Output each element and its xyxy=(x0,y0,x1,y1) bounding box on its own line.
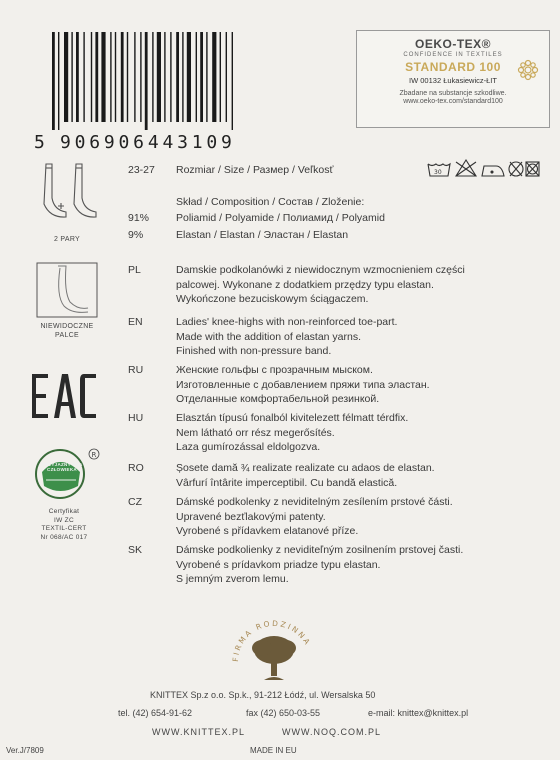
language-code: CZ xyxy=(128,496,142,508)
description-line: Laza gumírozással eldolgozva. xyxy=(176,441,321,453)
family-company-tree-logo xyxy=(228,604,320,690)
description-line: Отделанные комфортабельной резинкой. xyxy=(176,393,380,405)
oeko-standard: STANDARD 100 xyxy=(405,60,501,74)
family-company-text: FIRMA RODZINNA xyxy=(230,618,313,663)
description-line: Made with the addition of elastan yarns. xyxy=(176,330,362,343)
language-code: EN xyxy=(128,316,143,328)
website-knittex: WWW.KNITTEX.PL xyxy=(152,727,246,737)
phone-number: tel. (42) 654-91-62 xyxy=(118,708,193,718)
description-line: S jemným zverom lemu. xyxy=(176,573,289,585)
no-dry-clean-icon xyxy=(509,162,523,176)
description-line: Vârfurí întârite imperceptibil. Cu bandă elastică. xyxy=(176,476,398,489)
email-address: e-mail: knittex@knittex.pl xyxy=(368,708,469,718)
oeko-tagline: CONFIDENCE IN TEXTILES xyxy=(403,52,503,58)
description-line: Изготовленные с добавлением пряжи типа эластан. xyxy=(176,378,430,391)
oeko-tested-text: Zbadane na substancje szkodliwe. xyxy=(399,90,507,97)
invisible-toe-caption xyxy=(28,322,106,340)
composition-material: Elastan / Elastan / Эластан / Elastan xyxy=(176,229,349,241)
description-line: Ladies' knee-highs with non-reinforced toe-part. xyxy=(176,316,398,328)
description-line: Dámské podkolenky z neviditelným zesílením prstové části. xyxy=(176,496,453,508)
oeko-brand: OEKO-TEX® xyxy=(414,37,491,51)
pairs-caption: 2 PARY xyxy=(53,236,81,243)
oeko-cert-number: IW 00132 Łukasiewicz-ŁIT xyxy=(409,76,497,85)
language-code: RO xyxy=(128,462,144,474)
cert-badge-text: PRZYJAZNY DLA CZŁOWIEKA xyxy=(41,462,83,472)
care-symbols xyxy=(426,158,540,180)
cert-line3: TEXTIL-CERT xyxy=(41,525,87,532)
oeko-flower-icon xyxy=(515,57,541,83)
textile-cert-badge-icon xyxy=(30,446,102,504)
eac-mark-icon xyxy=(30,372,100,422)
language-code: RU xyxy=(128,364,144,376)
language-code: PL xyxy=(128,264,141,276)
knee-high-socks-icon xyxy=(32,160,102,228)
description-line: Upravené bezťlakovými patenty. xyxy=(176,510,326,523)
description-line: Dámske podkolienky z neviditeľným zosilnením prstovej časti. xyxy=(176,544,464,556)
made-in-eu: MADE IN EU xyxy=(250,746,297,755)
description-line: palcowej. Wykonane z dodatkiem przędzy typu elastan. xyxy=(176,278,434,291)
invisible-caption-line2: PALCE xyxy=(55,332,79,339)
description-line: Vyrobené s prídavkom priadze typu elastan. xyxy=(176,558,381,571)
description-line: Elasztán típusú fonalból kivitelezett félmatt térdfix. xyxy=(176,412,409,424)
description-line: Șosete damă ¾ realizate realizate cu adaos de elastan. xyxy=(176,462,435,474)
no-tumble-dry-icon xyxy=(526,162,539,176)
no-bleach-icon xyxy=(456,160,476,176)
barcode-first-digit: 5 xyxy=(34,132,45,153)
composition-heading: Skład / Composition / Состав / Zloženie: xyxy=(176,196,365,208)
invisible-toe-icon xyxy=(36,262,98,318)
description-line: Finished with non-pressure band. xyxy=(176,345,332,357)
oeko-url: www.oeko-tex.com/standard100 xyxy=(403,98,503,105)
size-label: Rozmiar / Size / Размер / Veľkosť xyxy=(176,164,334,176)
website-noq: WWW.NOQ.COM.PL xyxy=(282,727,381,737)
invisible-caption-line1: NIEWIDOCZNE xyxy=(40,323,94,330)
composition-material: Poliamid / Polyamide / Полиамид / Polyamid xyxy=(176,212,385,224)
language-code: HU xyxy=(128,412,144,424)
description-line: Nem látható orr rész megerősítés. xyxy=(176,426,335,439)
cert-caption xyxy=(28,508,100,542)
oeko-tex-label xyxy=(356,30,550,128)
cert-line4: Nr 068/AC 017 xyxy=(40,533,88,541)
description-line: Wykończone bezuciskowym ściągaczem. xyxy=(176,293,369,305)
fax-number: fax (42) 650-03-55 xyxy=(246,708,321,718)
size-value: 23-27 xyxy=(128,164,155,176)
description-line: Vyrobené s přídavkem elatanové příze. xyxy=(176,525,359,537)
svg-text:30: 30 xyxy=(434,169,442,176)
description-line: Damskie podkolanówki z niewidocznym wzmocnieniem części xyxy=(176,264,465,276)
composition-percent: 91% xyxy=(128,212,150,224)
barcode xyxy=(52,32,284,130)
company-address: KNITTEX Sp.z o.o. Sp.k., 91-212 Łódź, ul. Wersalska 50 xyxy=(150,690,376,700)
wash-30-icon xyxy=(428,164,450,176)
iron-low-icon xyxy=(482,166,504,176)
svg-text:R: R xyxy=(91,451,97,459)
language-code: SK xyxy=(128,544,143,556)
cert-line2: IW ZC xyxy=(54,516,74,524)
version-code: Ver.J/7809 xyxy=(6,746,44,755)
description-line: Женские гольфы с прозрачным мыском. xyxy=(176,364,373,376)
cert-line1: Certyfikat xyxy=(48,508,80,515)
barcode-digits: 906906443109 xyxy=(60,132,236,153)
composition-percent: 9% xyxy=(128,229,144,241)
